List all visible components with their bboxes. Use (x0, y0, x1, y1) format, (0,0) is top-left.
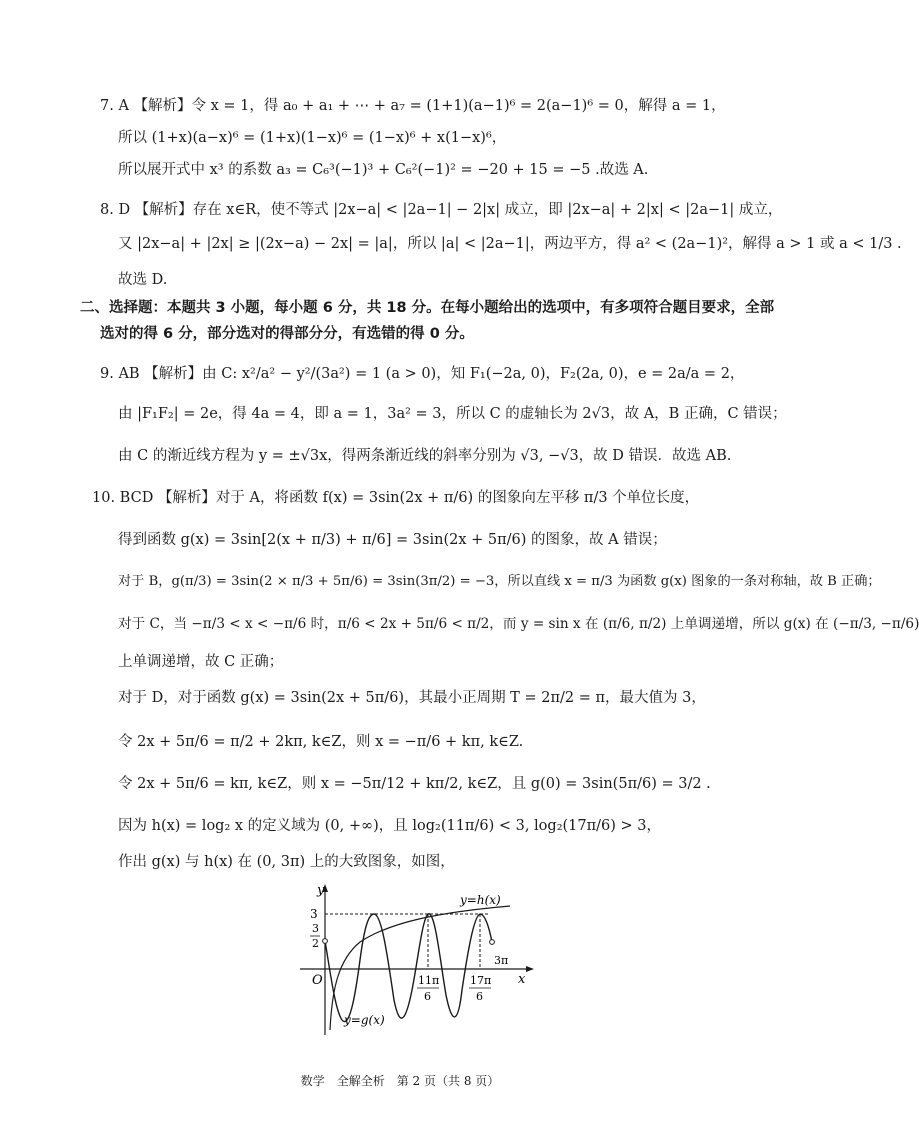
function-graph (290, 880, 540, 1040)
q7-line-2: 所以 (1+x)(a−x)⁶ = (1+x)(1−x)⁶ = (1−x)⁶ + x(1−x)⁶， (118, 130, 507, 146)
tick-3-2-denominator: 2 (312, 937, 319, 950)
g-curve (325, 914, 492, 1022)
tick-11pi-denominator: 6 (424, 990, 431, 1003)
h-curve-label: y=h(x) (460, 893, 501, 907)
q8-line-3: 故选 D. (118, 272, 168, 288)
q10-line-9: 因为 h(x) = log₂ x 的定义域为 (0, +∞)，且 log₂(11π/6) < 3, log₂(17π/6) > 3， (118, 818, 662, 834)
tick-3pi-label: 3π (494, 954, 509, 967)
tick-17pi-denominator: 6 (476, 990, 483, 1003)
tick-3-label: 3 (310, 907, 318, 921)
q9-line-1: 9. AB 【解析】由 C: x²/a² − y²/(3a²) = 1 (a > 0)，知 F₁(−2a, 0)，F₂(2a, 0)，e = 2a/a = 2， (100, 366, 745, 382)
q10-line-7: 令 2x + 5π/6 = π/2 + 2kπ, k∈Z，则 x = −π/6 + kπ, k∈Z. (118, 734, 524, 750)
tick-3-2-numerator: 3 (312, 922, 319, 935)
q10-line-8: 令 2x + 5π/6 = kπ, k∈Z，则 x = −5π/12 + kπ/2, k∈Z，且 g(0) = 3sin(5π/6) = 3/2 . (118, 776, 711, 792)
q10-line-10: 作出 g(x) 与 h(x) 在 (0, 3π) 上的大致图象，如图， (118, 854, 455, 870)
q8-line-2: 又 |2x−a| + |2x| ≥ |(2x−a) − 2x| = |a|，所以 |a| < |2a−1|，两边平方，得 a² < (2a−1)²，解得 a > 1 或 a < 1/3 . (118, 236, 902, 252)
q10-line-1: 10. BCD 【解析】对于 A，将函数 f(x) = 3sin(2x + π/6) 的图象向左平移 π/3 个单位长度， (92, 490, 700, 506)
g-end-open-point (490, 940, 495, 945)
q8-line-1: 8. D 【解析】存在 x∈R，使不等式 |2x−a| < |2a−1| − 2|x| 成立，即 |2x−a| + 2|x| < |2a−1| 成立， (100, 202, 783, 218)
section-2-instructions: 选对的得 6 分，部分选对的得部分分，有选错的得 0 分。 (100, 326, 474, 342)
origin-label: O (312, 973, 323, 988)
page-footer: 数学 全解全析 第 2 页（共 8 页） (300, 1074, 500, 1088)
q10-line-5: 上单调递增，故 C 正确； (118, 654, 284, 670)
tick-17pi-numerator: 17π (470, 974, 492, 987)
h-curve (330, 906, 510, 1030)
q10-line-6: 对于 D，对于函数 g(x) = 3sin(2x + 5π/6)，其最小正周期 T = 2π/2 = π，最大值为 3， (118, 690, 706, 706)
q9-line-2: 由 |F₁F₂| = 2e，得 4a = 4，即 a = 1，3a² = 3，所以 C 的虚轴长为 2√3，故 A，B 正确，C 错误； (118, 406, 787, 422)
section-2-heading: 二、选择题：本题共 3 小题，每小题 6 分，共 18 分。在每小题给出的选项中，有多项符合题目要求，全部 (80, 300, 775, 316)
q7-line-3: 所以展开式中 x³ 的系数 a₃ = C₆³(−1)³ + C₆²(−1)² = −20 + 15 = −5 .故选 A. (118, 162, 649, 178)
q10-line-2: 得到函数 g(x) = 3sin[2(x + π/3) + π/6] = 3sin(2x + 5π/6) 的图象，故 A 错误； (118, 532, 667, 548)
q9-line-3: 由 C 的渐近线方程为 y = ±√3x，得两条渐近线的斜率分别为 √3, −√3，故 D 错误．故选 AB. (118, 448, 732, 464)
x-axis-arrow (526, 966, 534, 972)
x-axis-label: x (518, 972, 526, 987)
g-curve-label: y=g(x) (344, 1013, 385, 1027)
g-start-open-point (323, 939, 328, 944)
tick-11pi-numerator: 11π (418, 974, 440, 987)
q10-line-4: 对于 C，当 −π/3 < x < −π/6 时，π/6 < 2x + 5π/6 < π/2，而 y = sin x 在 (π/6, π/2) 上单调递增，所以 g(x) 在 (−π/3, −π/6) (118, 616, 919, 632)
y-axis-label: y (317, 883, 325, 898)
q10-line-3: 对于 B，g(π/3) = 3sin(2 × π/3 + 5π/6) = 3sin(3π/2) = −3，所以直线 x = π/3 为函数 g(x) 图象的一条对称轴，故 B 正确； (118, 574, 881, 589)
q7-line-1: 7. A 【解析】令 x = 1，得 a₀ + a₁ + ⋯ + a₇ = (1+1)(a−1)⁶ = 2(a−1)⁶ = 0，解得 a = 1， (100, 98, 726, 114)
